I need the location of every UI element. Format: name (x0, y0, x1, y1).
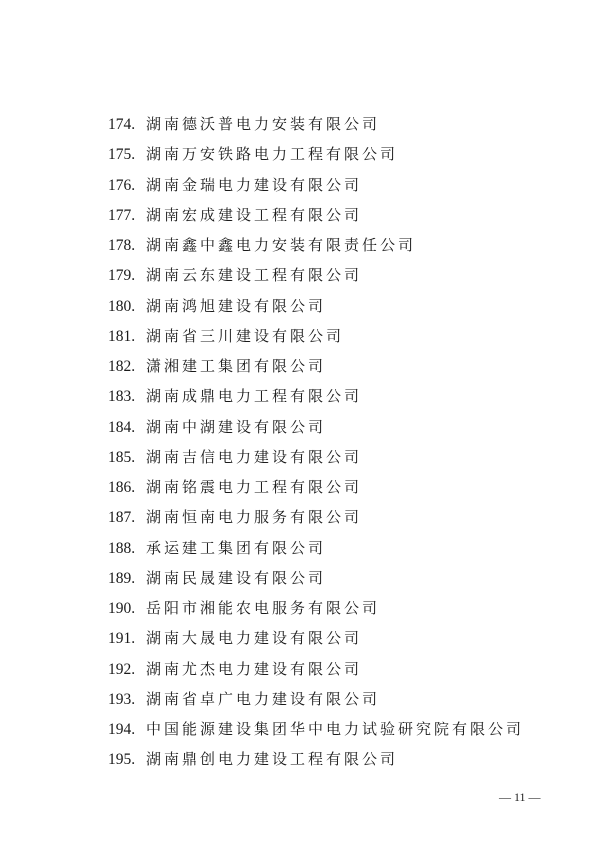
list-item (108, 442, 524, 472)
company-name: 湖南云东建设工程有限公司 (146, 266, 363, 285)
item-number: 177. (108, 206, 136, 224)
list-item (108, 593, 524, 623)
item-number: 183. (108, 388, 136, 406)
item-number: 179. (108, 267, 136, 285)
company-name: 湖南恒南电力服务有限公司 (146, 508, 363, 527)
company-name: 湖南万安铁路电力工程有限公司 (146, 145, 399, 164)
list-item (108, 291, 524, 321)
list-item (108, 200, 524, 230)
list-item (108, 623, 524, 653)
item-number: 191. (108, 630, 136, 648)
list-item (108, 230, 524, 260)
list-item (108, 714, 524, 744)
company-name: 岳阳市湘能农电服务有限公司 (146, 599, 381, 617)
list-item (108, 563, 524, 593)
item-number: 176. (108, 176, 136, 194)
company-name: 湖南鼎创电力建设工程有限公司 (146, 750, 399, 769)
company-name: 湖南尤杰电力建设有限公司 (146, 659, 363, 678)
company-name: 湖南宏成建设工程有限公司 (146, 205, 363, 224)
company-name: 湖南大晟电力建设有限公司 (146, 629, 363, 648)
item-number: 190. (108, 600, 136, 617)
company-name: 湖南成鼎电力工程有限公司 (146, 387, 363, 406)
item-number: 175. (108, 146, 136, 164)
company-name: 湖南金瑞电力建设有限公司 (146, 175, 363, 194)
company-name: 湖南中湖建设有限公司 (146, 417, 327, 436)
item-number: 189. (108, 569, 136, 587)
company-name: 中国能源建设集团华中电力试验研究院有限公司 (146, 720, 525, 738)
item-number: 184. (108, 418, 136, 436)
company-name: 湖南民晟建设有限公司 (146, 568, 327, 587)
company-name: 湖南吉信电力建设有限公司 (146, 447, 363, 466)
item-number: 178. (108, 237, 136, 254)
item-number: 186. (108, 479, 136, 496)
list-item (108, 533, 524, 563)
list-item (108, 744, 524, 774)
item-number: 193. (108, 690, 136, 708)
list-item (108, 654, 524, 684)
item-number: 195. (108, 751, 136, 769)
item-number: 185. (108, 448, 136, 466)
company-name: 湖南鸿旭建设有限公司 (146, 296, 327, 315)
item-number: 188. (108, 539, 136, 557)
item-number: 187. (108, 509, 136, 527)
company-list (108, 109, 524, 775)
company-name: 湖南德沃普电力安装有限公司 (146, 115, 381, 133)
list-item (108, 109, 524, 139)
item-number: 182. (108, 358, 136, 375)
page-number: — 11 — (499, 790, 541, 804)
list-item (108, 139, 524, 169)
item-number: 174. (108, 116, 136, 133)
company-name: 湖南省卓广电力建设有限公司 (146, 689, 381, 708)
company-name: 承运建工集团有限公司 (146, 538, 327, 557)
list-item (108, 321, 524, 351)
company-name: 湖南鑫中鑫电力安装有限责任公司 (146, 236, 417, 254)
list-item (108, 170, 524, 200)
list-item (108, 412, 524, 442)
company-name: 湖南铭震电力工程有限公司 (146, 478, 363, 496)
item-number: 192. (108, 660, 136, 678)
item-number: 181. (108, 327, 136, 345)
list-item (108, 684, 524, 714)
company-name: 潇湘建工集团有限公司 (146, 357, 327, 375)
list-item (108, 381, 524, 411)
company-name: 湖南省三川建设有限公司 (146, 326, 345, 345)
list-item (108, 260, 524, 290)
item-number: 194. (108, 721, 136, 738)
list-item (108, 472, 524, 502)
list-item (108, 351, 524, 381)
list-item (108, 502, 524, 532)
item-number: 180. (108, 297, 136, 315)
